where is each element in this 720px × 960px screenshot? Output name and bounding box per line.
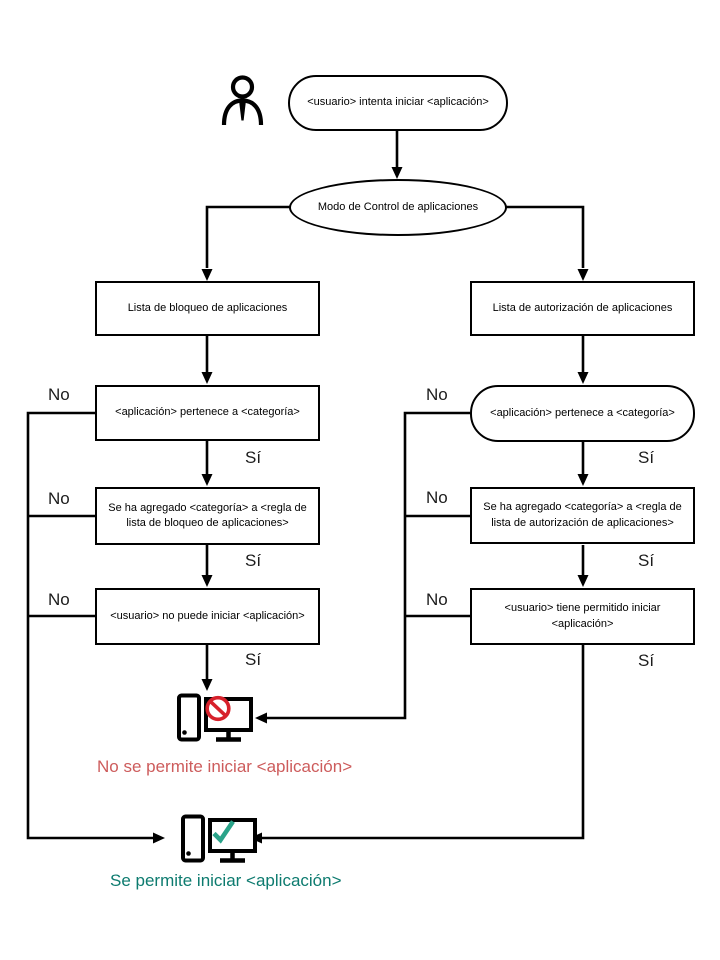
node-label: <aplicación> pertenece a <categoría> <box>490 406 675 419</box>
node-label: <aplicación> pertenece a <categoría> <box>115 406 300 419</box>
node-allow-belongs-to-category <box>470 385 695 442</box>
node-application-control-mode <box>289 179 507 236</box>
node-label: <usuario> tiene permitido iniciar <aplicación> <box>504 602 661 630</box>
branch-label-si-right-2: Sí <box>638 551 655 570</box>
branch-label-si-left-3: Sí <box>245 650 262 669</box>
node-user-starts-application <box>288 75 508 131</box>
computer-allowed-icon <box>179 813 259 865</box>
branch-label-no-left-1: No <box>48 385 70 404</box>
branch-label-si-right-1: Sí <box>638 448 655 467</box>
node-label: <usuario> intenta iniciar <aplicación> <box>307 96 489 109</box>
node-label: Lista de autorización de aplicaciones <box>492 301 673 314</box>
outcome-blocked-text: No se permite iniciar <aplicación> <box>97 757 353 776</box>
node-label: Modo de Control de aplicaciones <box>317 200 479 213</box>
computer-blocked-icon <box>175 692 255 744</box>
node-allowlist <box>470 281 695 336</box>
branch-label-no-left-2: No <box>48 489 70 508</box>
node-label: Se ha agregado <categoría> a <regla de lista de bloqueo de aplicaciones> <box>108 501 307 529</box>
branch-label-no-right-2: No <box>426 488 448 507</box>
node-user-cannot-start <box>95 588 320 645</box>
node-category-added-to-allowlist-rule <box>470 487 695 544</box>
branch-label-si-left-1: Sí <box>245 448 262 467</box>
outcome-allowed-text: Se permite iniciar <aplicación> <box>110 871 342 890</box>
node-deny-belongs-to-category <box>95 385 320 441</box>
branch-label-no-right-3: No <box>426 590 448 609</box>
node-user-allowed-to-start <box>470 588 695 645</box>
branch-label-no-right-1: No <box>426 385 448 404</box>
node-label: <usuario> no puede iniciar <aplicación> <box>110 609 305 622</box>
branch-label-si-right-3: Sí <box>638 651 655 670</box>
node-label: Lista de bloqueo de aplicaciones <box>127 301 288 314</box>
branch-label-si-left-2: Sí <box>245 551 262 570</box>
node-label: Se ha agregado <categoría> a <regla de lista de autorización de aplicaciones> <box>483 501 682 529</box>
branch-label-no-left-3: No <box>48 590 70 609</box>
user-icon <box>221 74 265 131</box>
node-denylist <box>95 281 320 336</box>
node-category-added-to-denylist-rule <box>95 487 320 545</box>
